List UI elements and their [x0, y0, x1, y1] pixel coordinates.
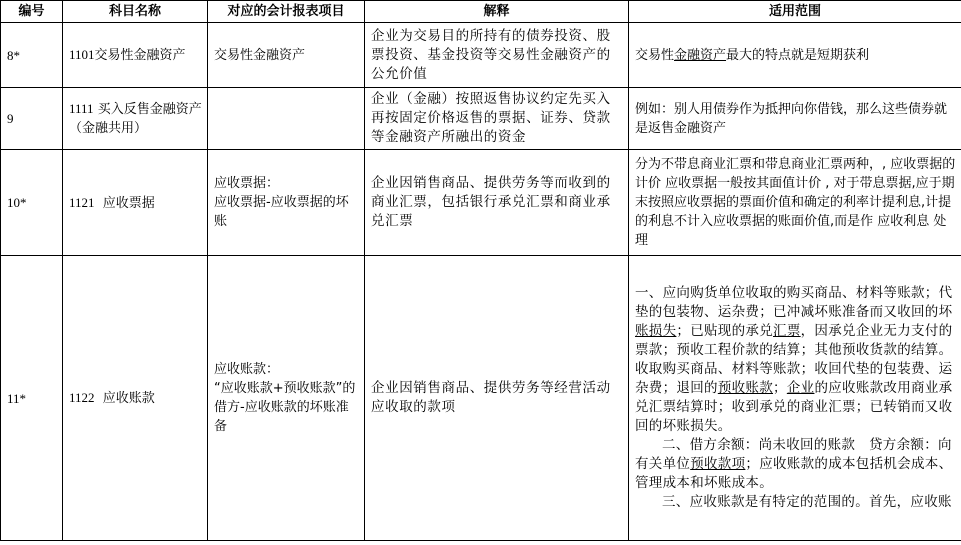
subject-name: 买入反售金融资产（金融共用） [69, 102, 202, 136]
subject-name-cell [63, 23, 208, 88]
subject-name: 应收票据 [102, 195, 155, 211]
scope-link-bad-debt-loss[interactable]: 账损失 [635, 323, 677, 339]
subject-code: 1111 [69, 101, 94, 116]
report-item-line: “应收账款+预收账款”的借方-应收账款的坏账准备 [214, 381, 356, 434]
table-row [1, 256, 961, 541]
report-item-line: 应收票据-应收票据的坏账 [214, 195, 349, 229]
table-row [1, 150, 961, 256]
subject-name-cell [63, 88, 208, 150]
subject-name: 应收账款 [102, 391, 155, 406]
scope-link-advance-receipts[interactable]: 预收账款 [717, 380, 774, 396]
subject-code: 1121 [69, 194, 95, 210]
scope-text: 二、借方余额：尚未收回的账款 贷方余额：向有关单位 [635, 437, 952, 472]
header-subject-name: 科目名称 [63, 1, 208, 23]
scope-text: ；应收账款的成本包括机会成本、管理成本和坏账成本。 [635, 456, 953, 491]
row-number: 8* [1, 23, 63, 88]
report-item-cell [208, 88, 365, 150]
scope-paragraph-1 [635, 284, 957, 436]
header-report-item: 对应的会计报表项目 [208, 1, 365, 23]
table-row [1, 23, 961, 88]
row-number: 9 [1, 88, 63, 150]
scope-link-advance-payments[interactable]: 预收款项 [690, 456, 746, 472]
explanation-cell: 企业为交易目的所持有的债券投资、股票投资、基金投资等交易性金融资产的公允价值 [365, 23, 629, 88]
subject-name-cell [63, 150, 208, 256]
scope-paragraph-2 [635, 436, 957, 493]
subject-name-cell [63, 256, 208, 541]
report-item-cell: 交易性金融资产 [208, 23, 365, 88]
table-header-row [1, 1, 961, 23]
header-explanation: 解释 [365, 1, 629, 23]
subject-code: 1122 [69, 390, 95, 405]
scope-text: 交易性 [635, 47, 675, 63]
header-scope: 适用范围 [629, 1, 961, 23]
scope-text: ，因承兑企业无力支付的票款；预收工程价款的结算；其他预收货款的结算。收取购买商品、材料等账款；收回代垫的包装费、运杂费；退回的 [635, 323, 953, 396]
explanation-cell: 企业因销售商品、提供劳务等经营活动应收取的款项 [365, 256, 629, 541]
report-item-cell [208, 150, 365, 256]
subject-code: 1101 [69, 47, 95, 62]
row-number: 11* [1, 256, 63, 541]
report-item-line: 应收账款： [214, 362, 280, 377]
scope-link-bill[interactable]: 汇票 [773, 323, 801, 339]
scope-cell [629, 23, 961, 88]
table-row [1, 88, 961, 150]
report-item-line: 应收票据： [214, 176, 280, 191]
scope-cell [629, 256, 961, 541]
scope-paragraph-3: 三、应收账款是有特定的范围的。首先，应收账 [662, 494, 952, 510]
scope-cell: 例如：别人用债券作为抵押向你借钱，那么这些债券就是返售金融资产 [629, 88, 961, 150]
scope-link-financial-assets[interactable]: 金融资产 [674, 47, 727, 63]
explanation-cell: 企业因销售商品、提供劳务等而收到的商业汇票，包括银行承兑汇票和商业承兑汇票 [365, 150, 629, 256]
report-item-cell [208, 256, 365, 541]
scope-link-enterprise[interactable]: 企业 [786, 380, 815, 396]
scope-text: 一、应向购货单位收取的购买商品、材料等账款；代垫的包装物、运杂费；已冲减坏账准备而又收回的坏 [635, 285, 953, 320]
scope-text: 最大的特点就是短期获利 [726, 47, 870, 63]
row-number: 10* [1, 150, 63, 256]
header-number: 编号 [1, 1, 63, 23]
scope-cell: 分为不带息商业汇票和带息商业汇票两种，, 应收票据的计价 应收票据一般按其面值计价 , 对于带息票据,应于期末按照应收票据的票面价值和确定的利率计提利息,计提的利息不计入应收票据的账面价值,而是作 应收利息 处理 [629, 150, 961, 256]
subject-name: 交易性金融资产 [94, 48, 186, 63]
scope-text: ； [773, 380, 787, 396]
scope-text: 的应收账款改用商业承兑汇票结算时；收到承兑的商业汇票；已转销而又收回的坏账损失。 [635, 380, 953, 434]
scope-text: ；已贴现的承兑 [676, 323, 774, 339]
explanation-cell: 企业（金融）按照返售协议约定先买入再按固定价格返售的票据、证券、贷款等金融资产所融出的资金 [365, 88, 629, 150]
